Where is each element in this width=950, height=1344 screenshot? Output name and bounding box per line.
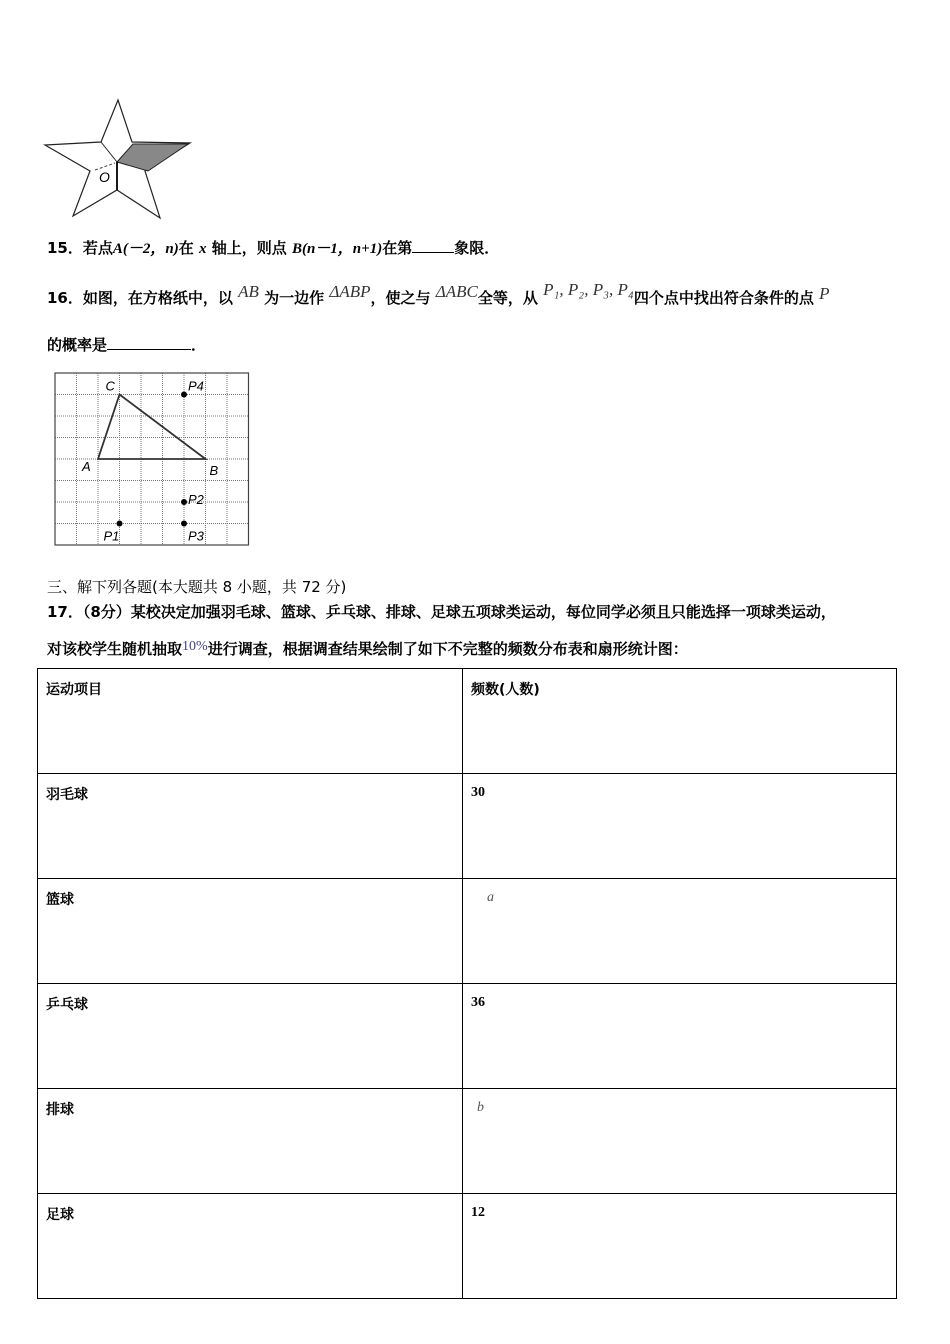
count-cell: 36: [471, 995, 485, 1010]
sport-cell: 羽毛球: [38, 774, 463, 879]
q16-text: 如图，在方格纸中，以: [82, 289, 233, 307]
count-cell: a: [487, 890, 494, 905]
q16-triangle-abp: ΔABP: [329, 282, 371, 301]
q15-point-a: A(－2，n): [112, 241, 179, 257]
point-p3: [181, 521, 187, 527]
count-cell: 12: [471, 1205, 485, 1220]
label-c: C: [105, 378, 115, 394]
grid-figure: [0, 0, 260, 560]
q16-text: 为一边作: [264, 289, 325, 307]
q16-points: P₁, P₂, P₃, P₄: [543, 280, 634, 299]
q15-text: 轴上，则点: [211, 239, 287, 257]
question-17-line1: 17．（8分）某校决定加强羽毛球、篮球、乒乓球、排球、足球五项球类运动，每位同学必须且只能选择一项球类运动，: [47, 603, 836, 621]
sport-cell: 篮球: [38, 879, 463, 984]
label-p3: P3: [188, 528, 204, 544]
sport-cell: 足球: [38, 1194, 463, 1299]
q15-text: 在第: [382, 239, 413, 257]
point-p2: [181, 499, 187, 505]
point-p1: [117, 521, 123, 527]
table-row: [38, 774, 897, 879]
q17-percent: 10%: [182, 639, 208, 654]
label-a: A: [82, 459, 91, 474]
star-center-label: O: [99, 169, 110, 185]
header-sport: 运动项目: [38, 669, 463, 774]
q16-text: ．: [191, 336, 207, 354]
q16-point-p: P: [819, 284, 830, 303]
header-count: 频数(人数): [463, 669, 897, 774]
count-cell: b: [477, 1100, 484, 1115]
table-header-row: [38, 669, 897, 774]
label-b: B: [209, 463, 219, 478]
q17-text: 对该校学生随机抽取: [47, 640, 183, 658]
label-p2: P2: [188, 492, 204, 507]
table-row: [38, 1089, 897, 1194]
q16-number: 16．: [47, 289, 83, 307]
sport-cell: 乒乓球: [38, 984, 463, 1089]
q15-number: 15．: [47, 239, 83, 257]
table-row: [38, 879, 897, 984]
q15-point-b: B(n－1，n+1): [291, 241, 383, 257]
label-p1: P1: [103, 528, 120, 544]
q17-text: 进行调查，根据调查结果绘制了如下不完整的频数分布表和扇形统计图：: [207, 640, 688, 658]
q15-text: 若点: [82, 239, 113, 257]
label-p4: P4: [188, 378, 204, 394]
table-row: [38, 1194, 897, 1299]
table-row: [38, 984, 897, 1089]
point-p4: [181, 392, 187, 398]
q16-text: 全等，从: [477, 289, 538, 307]
question-17-line2: [47, 638, 688, 659]
q15-text: 象限．: [454, 239, 500, 257]
q16-text: 的概率是: [47, 336, 108, 354]
q15-text: 在: [178, 239, 194, 257]
q16-segment: AB: [238, 282, 259, 301]
count-cell: 30: [471, 785, 485, 800]
q16-triangle-abc: ΔABC: [435, 282, 478, 301]
triangle-abc: [98, 395, 206, 460]
frequency-table: [37, 668, 897, 1299]
q16-text: 四个点中找出符合条件的点: [633, 289, 814, 307]
q15-axis: x: [198, 241, 207, 257]
q16-text: ，使之与: [370, 289, 431, 307]
section-heading: 三、解下列各题(本大题共 8 小题，共 72 分): [47, 578, 347, 596]
sport-cell: 排球: [38, 1089, 463, 1194]
answer-blank[interactable]: [412, 252, 454, 253]
